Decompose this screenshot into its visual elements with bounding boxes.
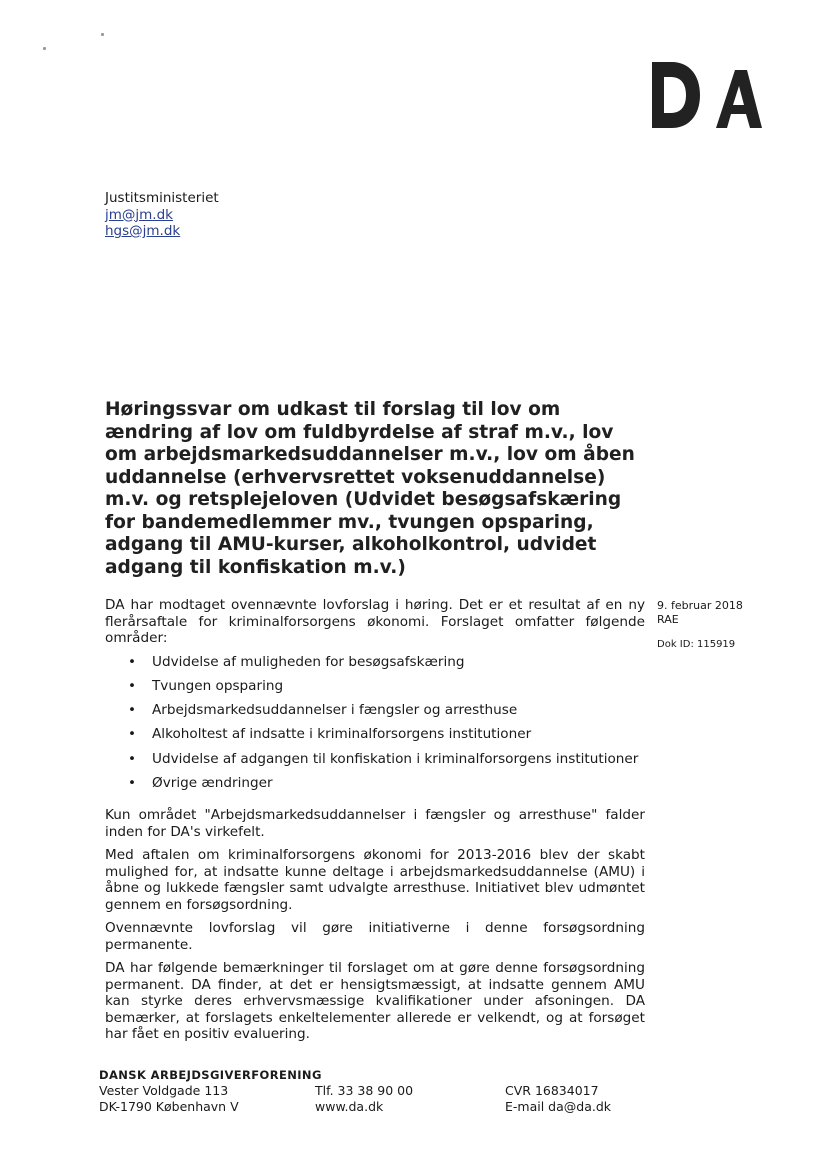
address-street: Vester Voldgade 113 xyxy=(99,1083,229,1098)
intro-paragraph: DA har modtaget ovennævnte lovforslag i høring. Det er et resultat af en ny flerårsaftale for kriminalforsorgens økonomi. Forslaget omfatter følgende områder: xyxy=(105,597,645,646)
footer-address xyxy=(99,1083,239,1115)
da-logo-mark xyxy=(652,62,762,128)
topic-list xyxy=(105,654,645,800)
cvr-number: CVR 16834017 xyxy=(505,1083,599,1098)
scope-paragraph: Kun området "Arbejdsmarkedsuddannelser i fængsler og arresthuse" falder inden for DA's virkefelt. xyxy=(105,807,645,840)
bullet-icon: • xyxy=(128,653,137,670)
bullet-icon: • xyxy=(128,774,137,791)
website-link[interactable]: www.da.dk xyxy=(315,1099,384,1114)
recipient-name: Justitsministeriet xyxy=(105,190,219,206)
letter-headline: Høringssvar om udkast til forslag til lov om ændring af lov om fuldbyrdelse af straf m.v., lov om arbejdsmarkedsuddannelser m.v., lov om åben uddannelse (erhvervsrettet voksenuddannelse) m.v. og retsplejeloven (Udvidet besøgsafskæring for bandemedlemmer mv., tvungen opsparing, adgang til AMU-kurser, alkoholkontrol, udvidet adgang til konfiskation m.v.) xyxy=(105,399,635,578)
footer-contact xyxy=(315,1083,413,1115)
letter-footer xyxy=(99,1067,611,1114)
address-city: DK-1790 København V xyxy=(99,1099,239,1114)
list-item: • Udvidelse af muligheden for besøgsafskæring xyxy=(128,653,465,670)
recipient-block xyxy=(105,190,219,240)
da-logo xyxy=(652,62,762,132)
list-item: • Tvungen opsparing xyxy=(128,677,284,694)
bullet-icon: • xyxy=(128,677,137,694)
author-initials: RAE xyxy=(657,613,679,626)
list-item: • Udvidelse af adgangen til konfiskation i kriminalforsorgens institutioner xyxy=(128,750,639,767)
proposal-paragraph: Ovennævnte lovforslag vil gøre initiativerne i denne forsøgsordning permanente. xyxy=(105,920,645,953)
list-item: • Øvrige ændringer xyxy=(128,774,273,791)
background-paragraph: Med aftalen om kriminalforsorgens økonomi for 2013-2016 blev der skabt mulighed for, at indsatte kunne deltage i arbejdsmarkedsuddannelse (AMU) i åbne og lukkede fængsler samt udvalgte arresthuse. Initiativet blev udmøntet gennem en forsøgsordning. xyxy=(105,847,645,913)
list-item: • Alkoholtest af indsatte i kriminalforsorgens institutioner xyxy=(128,726,532,743)
bullet-icon: • xyxy=(128,750,137,767)
remarks-paragraph: DA har følgende bemærkninger til forslaget om at gøre denne forsøgsordning permanent. DA finder, at det er hensigtsmæssigt, at indsatte gennem AMU kan styrke deres erhvervsmæssige kvalifikationer under afsoningen. DA bemærker, at forslagets enkeltelementer allerede er velkendt, og at forsøget har fået en positiv evaluering. xyxy=(105,960,645,1043)
recipient-email-link[interactable]: jm@jm.dk xyxy=(105,206,173,223)
document-id: Dok ID: 115919 xyxy=(657,639,736,650)
letter-meta xyxy=(657,599,743,652)
phone-number: Tlf. 33 38 90 00 xyxy=(315,1083,414,1098)
organisation-name: DANSK ARBEJDSGIVERFORENING xyxy=(99,1068,322,1082)
letter-body xyxy=(105,597,645,1050)
bullet-icon: • xyxy=(128,726,137,743)
email-address[interactable]: E-mail da@da.dk xyxy=(505,1099,611,1114)
scan-speck xyxy=(101,33,104,36)
letter-date: 9. februar 2018 xyxy=(657,599,743,612)
list-item: • Arbejdsmarkedsuddannelser i fængsler og arresthuse xyxy=(128,702,518,719)
recipient-email-link[interactable]: hgs@jm.dk xyxy=(105,223,181,239)
footer-registration xyxy=(505,1083,611,1115)
bullet-icon: • xyxy=(128,702,137,719)
scan-speck xyxy=(43,47,46,50)
